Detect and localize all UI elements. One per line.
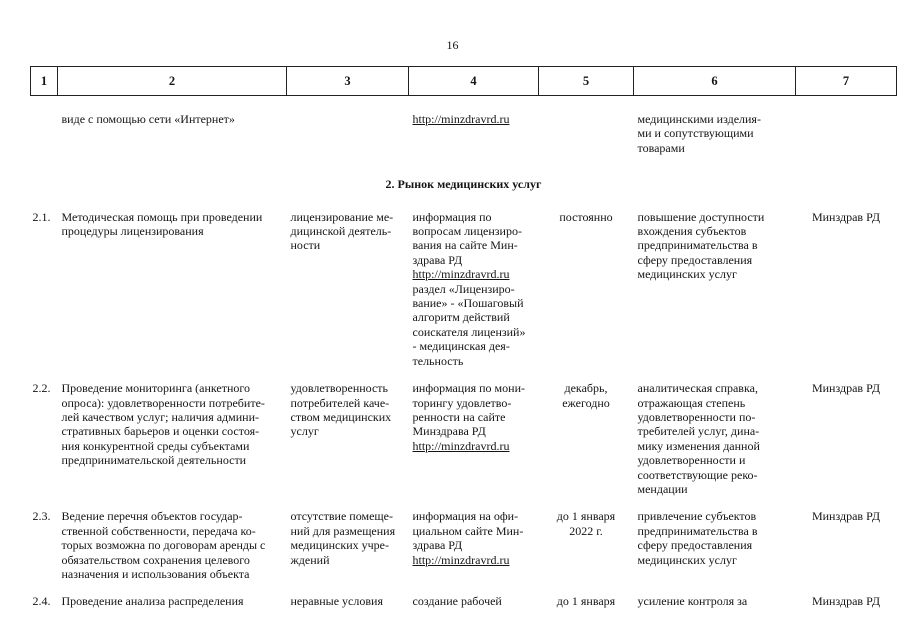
column-header: 6 <box>634 67 796 96</box>
cell-col7: Минздрав РД <box>811 381 881 396</box>
text-line: алгоритм действий <box>412 310 510 325</box>
cell-col2 <box>58 210 287 368</box>
cell-col6 <box>634 112 796 155</box>
text-line: отсутствие помеще- <box>290 509 393 524</box>
text-line: до 1 января <box>556 509 616 524</box>
cell-col2: виде с помощью сети «Интернет» <box>61 112 235 126</box>
text-line: циальном сайте Мин- <box>412 523 524 538</box>
text-line: мендации <box>637 481 688 496</box>
text-line: аналитическая справка, <box>637 381 758 396</box>
row-number: 2.3. <box>32 509 51 524</box>
column-header: 3 <box>287 67 409 96</box>
row-number: 2.1. <box>32 209 51 224</box>
text-line: услуг <box>290 424 319 439</box>
cell-col6 <box>634 210 796 368</box>
text-line: товарами <box>637 140 685 155</box>
table-row <box>31 381 897 496</box>
text-line: отражающая степень <box>637 395 746 410</box>
text-line: раздел «Лицензиро- <box>412 281 515 296</box>
text-line: вопросам лицензиро- <box>412 224 522 239</box>
section-title: 2. Рынок медицинских услуг <box>385 177 542 192</box>
cell-col4 <box>409 112 539 155</box>
text-line: медицинских услуг <box>637 552 737 567</box>
cell-col2 <box>58 594 287 608</box>
text-line: удовлетворенность <box>290 381 389 396</box>
text-line: здрава РД <box>412 538 463 553</box>
text-line: вания на сайте Мин- <box>412 238 518 253</box>
row-number: 2.4. <box>32 594 51 609</box>
text-line: до 1 января <box>556 594 616 609</box>
text-line: Ведение перечня объектов государ- <box>61 509 243 524</box>
column-header: 4 <box>409 67 539 96</box>
table-row <box>31 594 897 608</box>
text-line: предпринимательства в <box>637 238 758 253</box>
text-line: соискателя лицензий» <box>412 324 526 339</box>
text-line: неравные условия <box>290 594 383 609</box>
text-line: ний для размещения <box>290 523 396 538</box>
cell-col3 <box>287 210 409 368</box>
cell-col7: Минздрав РД <box>811 509 881 524</box>
column-header: 7 <box>796 67 897 96</box>
text-line: потребителей каче- <box>290 395 390 410</box>
table-row-continuation <box>31 112 897 155</box>
cell-col6 <box>634 381 796 496</box>
text-line: информация по <box>412 209 492 224</box>
text-line: ством медицинских <box>290 409 392 424</box>
cell-col5 <box>539 594 634 608</box>
text-line: ждений <box>290 552 330 567</box>
text-line: сферу предоставления <box>637 538 753 553</box>
text-line: усиление контроля за <box>637 594 748 609</box>
row-number: 2.2. <box>32 381 51 396</box>
text-line: информация на офи- <box>412 509 519 524</box>
text-line: тельность <box>412 353 464 368</box>
text-line: процедуры лицензирования <box>61 224 204 239</box>
table-row <box>31 210 897 368</box>
text-line: предпринимательства в <box>637 523 758 538</box>
text-line: торых возможна по договорам аренды с <box>61 538 266 553</box>
page-number: 16 <box>446 38 459 52</box>
text-line: вание» - «Пошаговый <box>412 296 524 311</box>
text-line: постоянно <box>559 209 613 224</box>
cell-col4 <box>409 381 539 496</box>
cell-col3 <box>287 594 409 608</box>
website-link[interactable]: http://minzdravrd.ru <box>412 552 510 567</box>
text-line: торингу удовлетво- <box>412 395 512 410</box>
text-line: требителей услуг, дина- <box>637 424 760 439</box>
text-line: повышение доступности <box>637 209 765 224</box>
column-header: 1 <box>31 67 58 96</box>
column-header: 2 <box>58 67 287 96</box>
text-line: декабрь, <box>564 381 608 396</box>
text-line: назначения и использования объекта <box>61 566 250 581</box>
cell-col3 <box>287 509 409 581</box>
cell-col4 <box>409 594 539 608</box>
text-line: обязательством сохранения целевого <box>61 552 250 567</box>
text-line: создание рабочей <box>412 594 502 609</box>
column-header: 5 <box>539 67 634 96</box>
text-line: дицинской деятель- <box>290 224 392 239</box>
website-link[interactable]: http://minzdravrd.ru <box>412 267 510 282</box>
measures-table <box>30 66 897 609</box>
text-line: Проведение анализа распределения <box>61 594 244 609</box>
text-line: ния конкурентной среды субъектами <box>61 438 250 453</box>
text-line: медицинских услуг <box>637 267 737 282</box>
table-header <box>31 67 897 96</box>
text-line: медицинских учре- <box>290 538 389 553</box>
text-line: здрава РД <box>412 252 463 267</box>
text-line: предпринимательской деятельности <box>61 453 247 468</box>
cell-col5 <box>539 381 634 496</box>
text-line: медицинскими изделия- <box>637 112 761 126</box>
text-line: вхождения субъектов <box>637 224 747 239</box>
cell-col2 <box>58 381 287 496</box>
cell-col4 <box>409 509 539 581</box>
text-line: удовлетворенности по- <box>637 409 756 424</box>
text-line: опроса): удовлетворенности потребите- <box>61 395 265 410</box>
text-line: привлечение субъектов <box>637 509 757 524</box>
text-line: ми и сопутствующими <box>637 126 754 141</box>
text-line: соответствующие реко- <box>637 467 758 482</box>
text-line: Методическая помощь при проведении <box>61 209 263 224</box>
table-row <box>31 509 897 581</box>
cell-col4 <box>409 210 539 368</box>
cell-col7: Минздрав РД <box>811 209 881 224</box>
cell-col5 <box>539 509 634 581</box>
text-line: Проведение мониторинга (анкетного <box>61 381 251 396</box>
cell-col6 <box>634 509 796 581</box>
text-line: Минздрава РД <box>412 424 486 439</box>
text-line: стративных барьеров и оценки состоя- <box>61 424 260 439</box>
text-line: мику изменения данной <box>637 438 760 453</box>
website-link[interactable]: http://minzdravrd.ru <box>412 112 510 126</box>
text-line: лицензирование ме- <box>290 209 394 224</box>
cell-col7: Минздрав РД <box>811 594 881 609</box>
website-link[interactable]: http://minzdravrd.ru <box>412 438 510 453</box>
cell-col2 <box>58 509 287 581</box>
text-line: ственной собственности, передача ко- <box>61 523 256 538</box>
text-line: ренности на сайте <box>412 409 506 424</box>
text-line: - медицинская дея- <box>412 339 510 354</box>
cell-col3 <box>287 381 409 496</box>
text-line: удовлетворенности и <box>637 453 746 468</box>
text-line: информация по мони- <box>412 381 525 396</box>
cell-col6 <box>634 594 796 608</box>
text-line: ности <box>290 238 321 253</box>
text-line: лей качеством услуг; наличия админи- <box>61 409 260 424</box>
text-line: ежегодно <box>562 395 610 410</box>
text-line: сферу предоставления <box>637 252 753 267</box>
text-line: 2022 г. <box>569 523 603 538</box>
cell-col5 <box>539 210 634 368</box>
